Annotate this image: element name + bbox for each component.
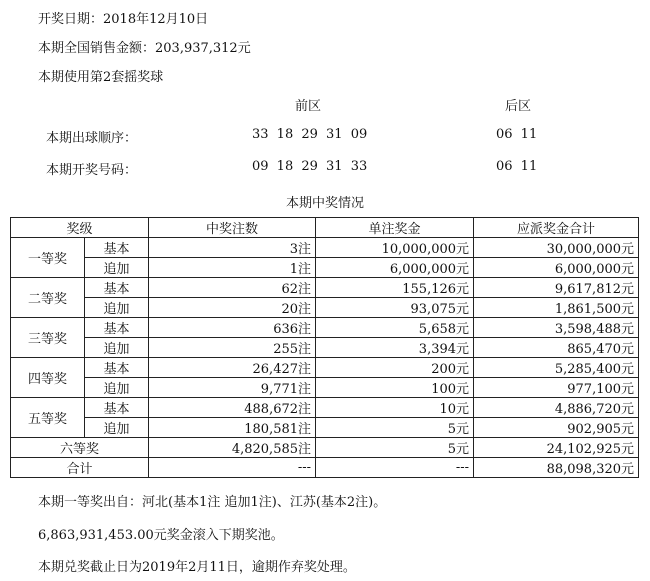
table-row-sixth: [11, 438, 639, 458]
table-row: [11, 358, 639, 378]
total-cell: 902,905元: [474, 418, 639, 438]
sum-label-cell: 合计: [11, 458, 149, 478]
rollover-amount: 6,863,931,453.00元奖金滚入下期奖池。: [38, 528, 284, 543]
type-cell: 基本: [85, 398, 149, 418]
ball-set: 本期使用第2套摇奖球: [38, 70, 164, 85]
total-cell: 4,886,720元: [474, 398, 639, 418]
claim-deadline: 本期兑奖截止日为2019年2月11日，逾期作弃奖处理。: [38, 560, 356, 575]
unit-cell: 200元: [316, 358, 474, 378]
table-row: [11, 418, 639, 438]
table-row: [11, 278, 639, 298]
total-cell: 1,861,500元: [474, 298, 639, 318]
unit-cell: 5元: [316, 438, 474, 458]
type-cell: 基本: [85, 358, 149, 378]
level-cell: 一等奖: [11, 238, 85, 278]
count-cell: 488,672注: [149, 398, 316, 418]
level-cell: 三等奖: [11, 318, 85, 358]
total-cell: 30,000,000元: [474, 238, 639, 258]
unit-cell: 5元: [316, 418, 474, 438]
level-cell: 六等奖: [11, 438, 149, 458]
table-row: [11, 238, 639, 258]
header-unit: 单注奖金: [316, 218, 474, 238]
unit-cell: 93,075元: [316, 298, 474, 318]
type-cell: 基本: [85, 318, 149, 338]
table-row: [11, 298, 639, 318]
count-cell: 636注: [149, 318, 316, 338]
unit-cell: 10,000,000元: [316, 238, 474, 258]
total-cell: 88,098,320元: [474, 458, 639, 478]
sales-amount: 本期全国销售金额：203,937,312元: [38, 41, 251, 56]
first-prize-origin: 本期一等奖出自：河北(基本1注 追加1注)、江苏(基本2注)。: [38, 495, 387, 510]
type-cell: 基本: [85, 238, 149, 258]
unit-cell: ---: [316, 458, 474, 478]
total-cell: 6,000,000元: [474, 258, 639, 278]
count-cell: 9,771注: [149, 378, 316, 398]
draw-date: 开奖日期：2018年12月10日: [38, 12, 209, 27]
back-zone-label: 后区: [505, 99, 532, 114]
count-cell: 26,427注: [149, 358, 316, 378]
total-cell: 24,102,925元: [474, 438, 639, 458]
draw-order-front: 33 18 29 31 09: [252, 127, 368, 142]
front-zone-label: 前区: [295, 99, 322, 114]
unit-cell: 155,126元: [316, 278, 474, 298]
unit-cell: 10元: [316, 398, 474, 418]
winning-front: 09 18 29 31 33: [252, 159, 368, 174]
table-header-row: [11, 218, 639, 238]
winning-back: 06 11: [496, 159, 538, 174]
table-row: [11, 338, 639, 358]
table-row: [11, 258, 639, 278]
header-count: 中奖注数: [149, 218, 316, 238]
level-cell: 二等奖: [11, 278, 85, 318]
table-row: [11, 318, 639, 338]
draw-order-back: 06 11: [496, 127, 538, 142]
total-cell: 3,598,488元: [474, 318, 639, 338]
type-cell: 追加: [85, 418, 149, 438]
count-cell: 62注: [149, 278, 316, 298]
header-total: 应派奖金合计: [474, 218, 639, 238]
prize-table: [10, 217, 639, 478]
count-cell: 1注: [149, 258, 316, 278]
draw-order-label: 本期出球顺序：: [46, 131, 138, 146]
type-cell: 追加: [85, 258, 149, 278]
total-cell: 977,100元: [474, 378, 639, 398]
count-cell: 3注: [149, 238, 316, 258]
table-row-sum: [11, 458, 639, 478]
count-cell: 255注: [149, 338, 316, 358]
winning-number-label: 本期开奖号码：: [46, 163, 138, 178]
level-cell: 四等奖: [11, 358, 85, 398]
count-cell: 4,820,585注: [149, 438, 316, 458]
level-cell: 五等奖: [11, 398, 85, 438]
unit-cell: 5,658元: [316, 318, 474, 338]
type-cell: 追加: [85, 378, 149, 398]
type-cell: 基本: [85, 278, 149, 298]
type-cell: 追加: [85, 298, 149, 318]
unit-cell: 3,394元: [316, 338, 474, 358]
total-cell: 865,470元: [474, 338, 639, 358]
header-level: 奖级: [11, 218, 149, 238]
count-cell: 180,581注: [149, 418, 316, 438]
type-cell: 追加: [85, 338, 149, 358]
count-cell: ---: [149, 458, 316, 478]
total-cell: 9,617,812元: [474, 278, 639, 298]
unit-cell: 100元: [316, 378, 474, 398]
table-row: [11, 378, 639, 398]
table-row: [11, 398, 639, 418]
unit-cell: 6,000,000元: [316, 258, 474, 278]
total-cell: 5,285,400元: [474, 358, 639, 378]
table-title: 本期中奖情况: [285, 196, 364, 211]
count-cell: 20注: [149, 298, 316, 318]
